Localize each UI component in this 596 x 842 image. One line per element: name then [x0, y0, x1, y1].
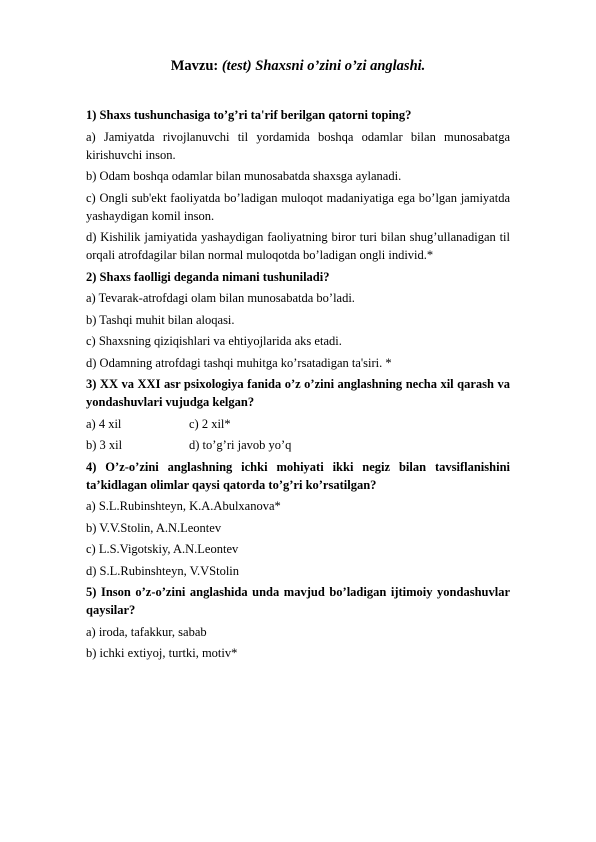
question-2-option-a: a) Tevarak-atrofdagi olam bilan munosabatda bo’ladi. [86, 291, 355, 305]
question-4-option-a: a) S.L.Rubinshteyn, K.A.Abulxanova* [86, 499, 281, 513]
question-2: 2) Shaxs faolligi deganda nimani tushuniladi? [86, 269, 330, 284]
question-3-option-d: d) to’g’ri javob yo’q [189, 438, 292, 452]
question-2-option-b: b) Tashqi muhit bilan aloqasi. [86, 312, 235, 327]
question-1-option-a: a) Jamiyatda rivojlanuvchi til yordamida boshqa odamlar bilan munosabatga kirishuvchi inson. [86, 129, 510, 162]
question-1-option-d: d) Kishilik jamiyatida yashaydigan faoliyatning biror turi bilan shug’ullanadigan til orqali atrofdagilar bilan normal muloqotda bo’ladigan ongli individ.* [86, 230, 510, 262]
question-4-option-d: d) S.L.Rubinshteyn, V.VStolin [86, 563, 240, 578]
question-4-option-b: b) V.V.Stolin, A.N.Leontev [86, 520, 222, 535]
title-topic: (test) Shaxsni o’zini o’zi anglashi. [221, 58, 426, 74]
question-3-options-row-1 [86, 415, 510, 433]
question-5-option-a: a) iroda, tafakkur, sabab [86, 624, 207, 639]
question-4-option-c: c) L.S.Vigotskiy, A.N.Leontev [86, 542, 239, 556]
question-2-option-c: c) Shaxsning qiziqishlari va ehtiyojlarida aks etadi. [86, 334, 342, 348]
title-prefix: Mavzu: [170, 58, 219, 74]
question-5: 5) Inson o’z-o’zini anglashida unda mavjud bo’ladigan ijtimoiy yondashuvlar qaysilar? [86, 585, 510, 617]
question-3-option-c: c) 2 xil* [189, 416, 231, 431]
question-1-option-b: b) Odam boshqa odamlar bilan munosabatda shaxsga aylanadi. [86, 169, 402, 183]
page-title [86, 58, 510, 75]
question-5-option-b: b) ichki extiyoj, turtki, motiv* [86, 646, 238, 660]
question-1-option-c: c) Ongli sub'ekt faoliyatda bo’ladigan muloqot madaniyatiga ega bo’lgan jamiyatda yashaydigan komil inson. [86, 190, 510, 223]
question-3-options-row-2 [86, 436, 510, 454]
question-list [86, 106, 510, 666]
question-3-option-b: b) 3 xil [86, 438, 123, 452]
question-1: 1) Shaxs tushunchasiga to’g’ri ta'rif berilgan qatorni toping? [86, 108, 412, 122]
question-4: 4) O’z-o’zini anglashning ichki mohiyati ikki negiz bilan tavsiflanishini ta’kidlagan olimlar qaysi qatorda to’g’ri ko’rsatilgan? [86, 459, 510, 492]
question-2-option-d: d) Odamning atrofdagi tashqi muhitga ko’rsatadigan ta'siri. * [86, 355, 392, 370]
question-3: 3) XX va XXI asr psixologiya fanida o’z o’zini anglashning necha xil qarash va yondashuvlari vujudga kelgan? [86, 377, 510, 409]
question-3-option-a: a) 4 xil [86, 416, 122, 431]
